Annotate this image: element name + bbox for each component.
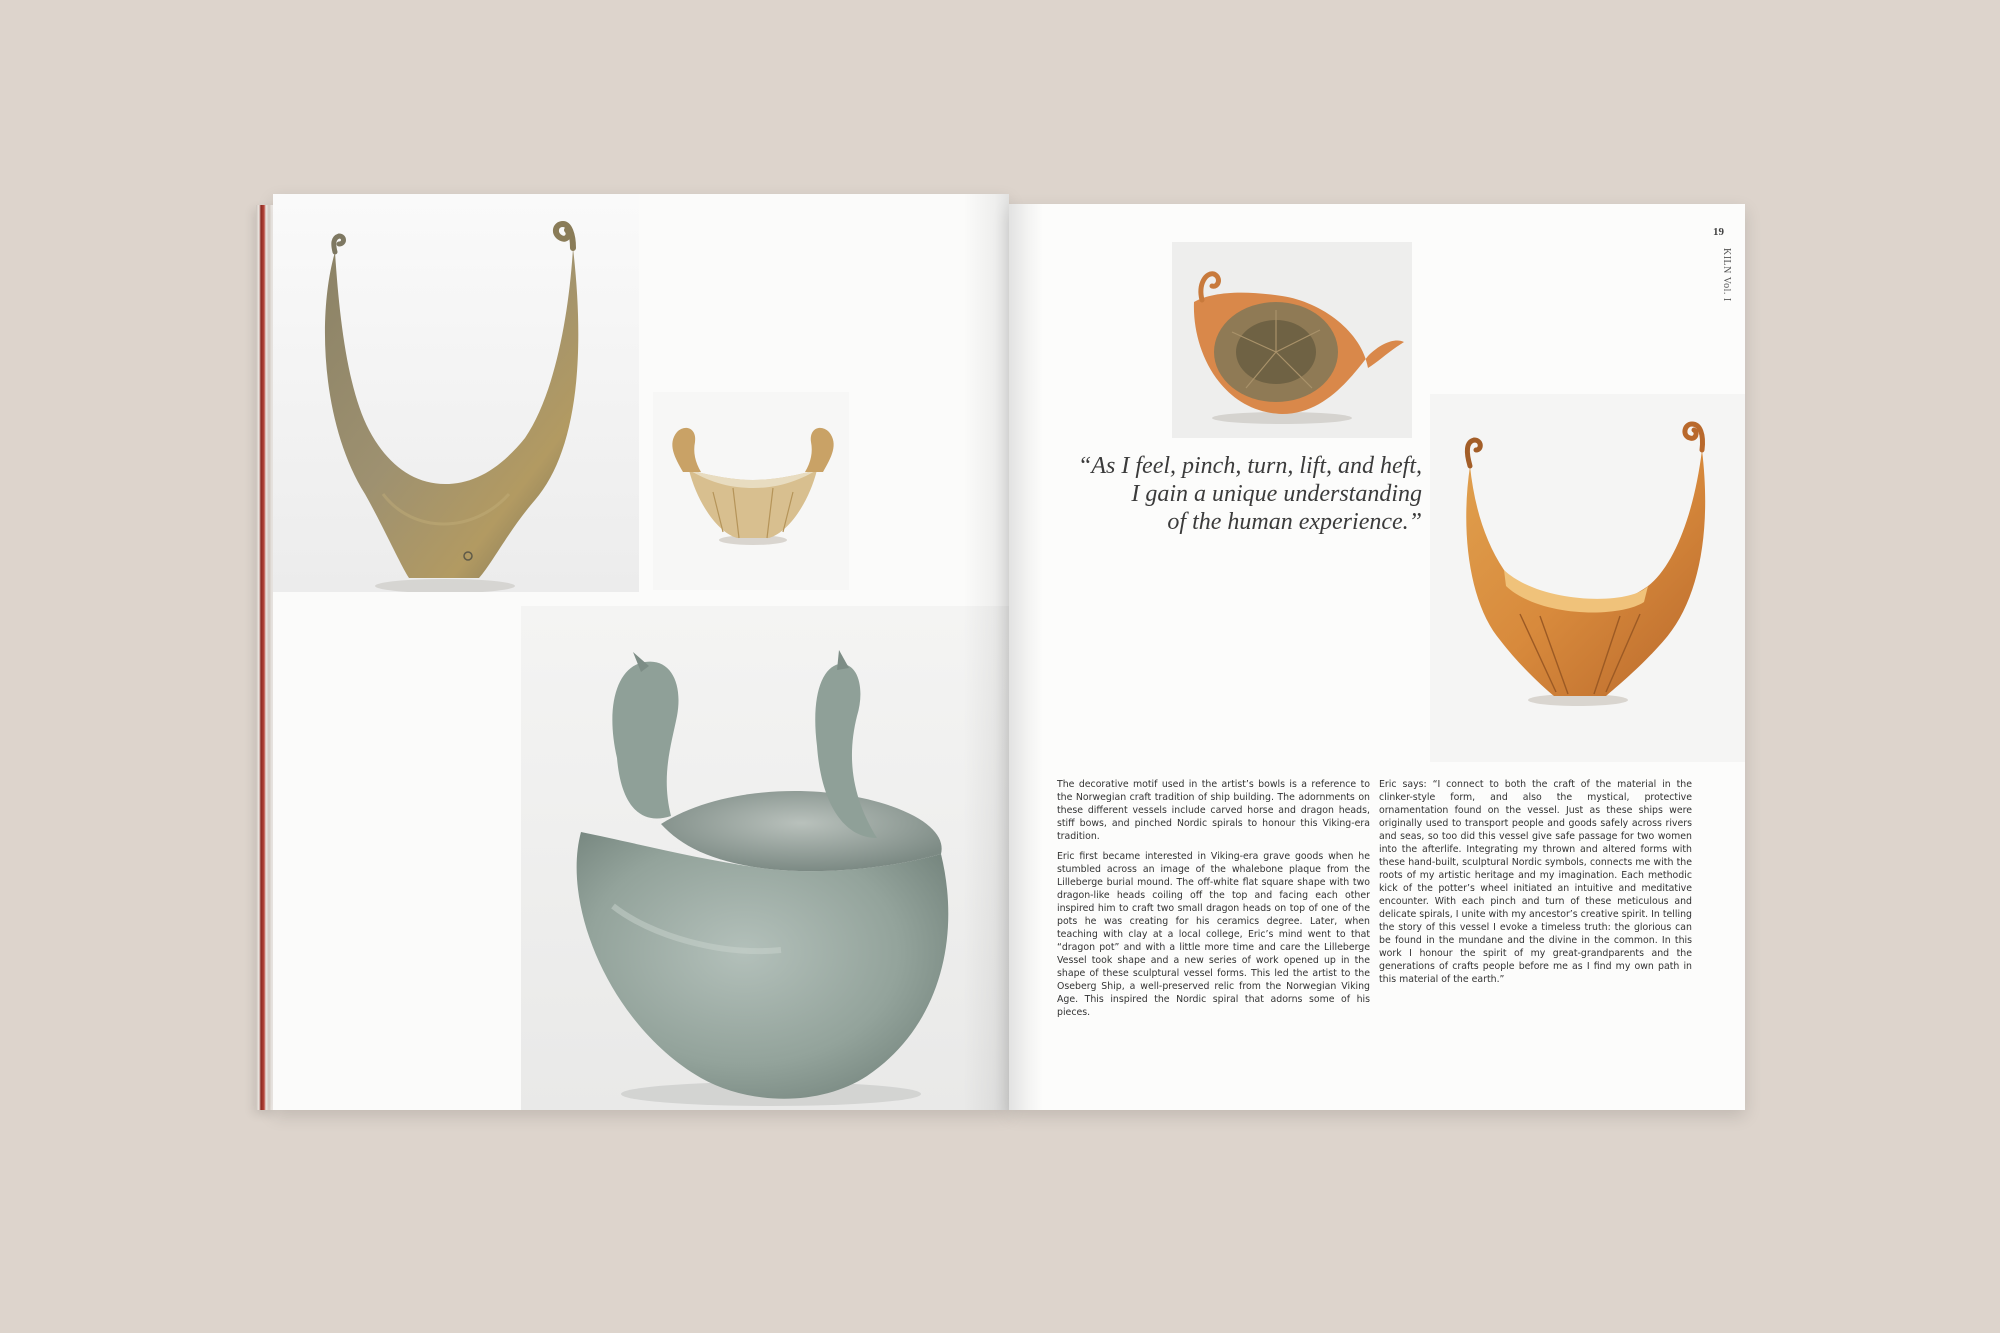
article-paragraph: Eric says: “I connect to both the craft of the material in the clinker-style form, and also the mystical, protective ornamentation found on the vessel. Just as these ships were originally used to transport people and goods safely across rivers and seas, so too did this vessel give safe passage for two women into the afterlife. Integrating my thrown and altered forms with these hand-built, sculptural Nordic symbols, connects me with the roots of my artistic heritage and my imagination. Each methodic kick of the potter’s wheel initiated an intuitive and meditative encounter. With each pinch and turn of these meticulous and delicate spirals, I unite with my ancestor’s creative spirit. In telling the story of this vessel I evoke a timeless truth: the glorious can be found in the mundane and the divine in the common. In this work I honour the spirit of my great-grandparents and the generations of crafts people before me as I find my own path in this material of the earth.” [1379, 779, 1692, 985]
right-page [1009, 204, 1745, 1110]
article-paragraph: The decorative motif used in the artist’s bowls is a reference to the Norwegian craft tradition of ship building. The adornments on these different vessels include carved horse and dragon heads, stiff bows, and pinched Nordic spirals to honour this Viking-era tradition. [1057, 779, 1370, 842]
pull-quote-line-1: “As I feel, pinch, turn, lift, and heft, [1078, 453, 1422, 479]
photo-crescent-spiral-vessel [273, 194, 639, 592]
running-head: KILN Vol. I [1721, 248, 1732, 302]
pull-quote-line-2: I gain a unique understanding [1131, 481, 1422, 507]
article-column-left [1057, 778, 1370, 1026]
photo-orange-crescent-vessel [1430, 394, 1745, 762]
article-column-right [1379, 778, 1692, 993]
photo-small-horse-head-bowl [653, 392, 849, 590]
article-paragraph: Eric first became interested in Viking-era grave goods when he stumbled across an image of the whalebone plaque from the Lilleberge burial mound. The off-white flat square shape with two dragon-like heads coiling off the top and facing each other inspired him to craft two small dragon heads on top of one of the pots he was creating for his ceramics degree. Later, when teaching with clay at a local college, Eric’s mind went to that “dragon pot” and with a little more time and care the Lilleberge Vessel took shape and a new series of work opened up in the shape of these sculptural vessel forms. This led the artist to the Oseberg Ship, a well-preserved relic from the Norwegian Viking Age. This inspired the Nordic spiral that adorns some of his pieces. [1057, 851, 1370, 1018]
photo-orange-boat-vessel [1172, 242, 1412, 438]
pull-quote [1039, 452, 1422, 536]
photo-green-dragon-head-bowl [521, 606, 1009, 1110]
pull-quote-line-3: of the human experience.” [1167, 509, 1422, 535]
page-number: 19 [1713, 226, 1724, 238]
left-page [273, 194, 1009, 1110]
